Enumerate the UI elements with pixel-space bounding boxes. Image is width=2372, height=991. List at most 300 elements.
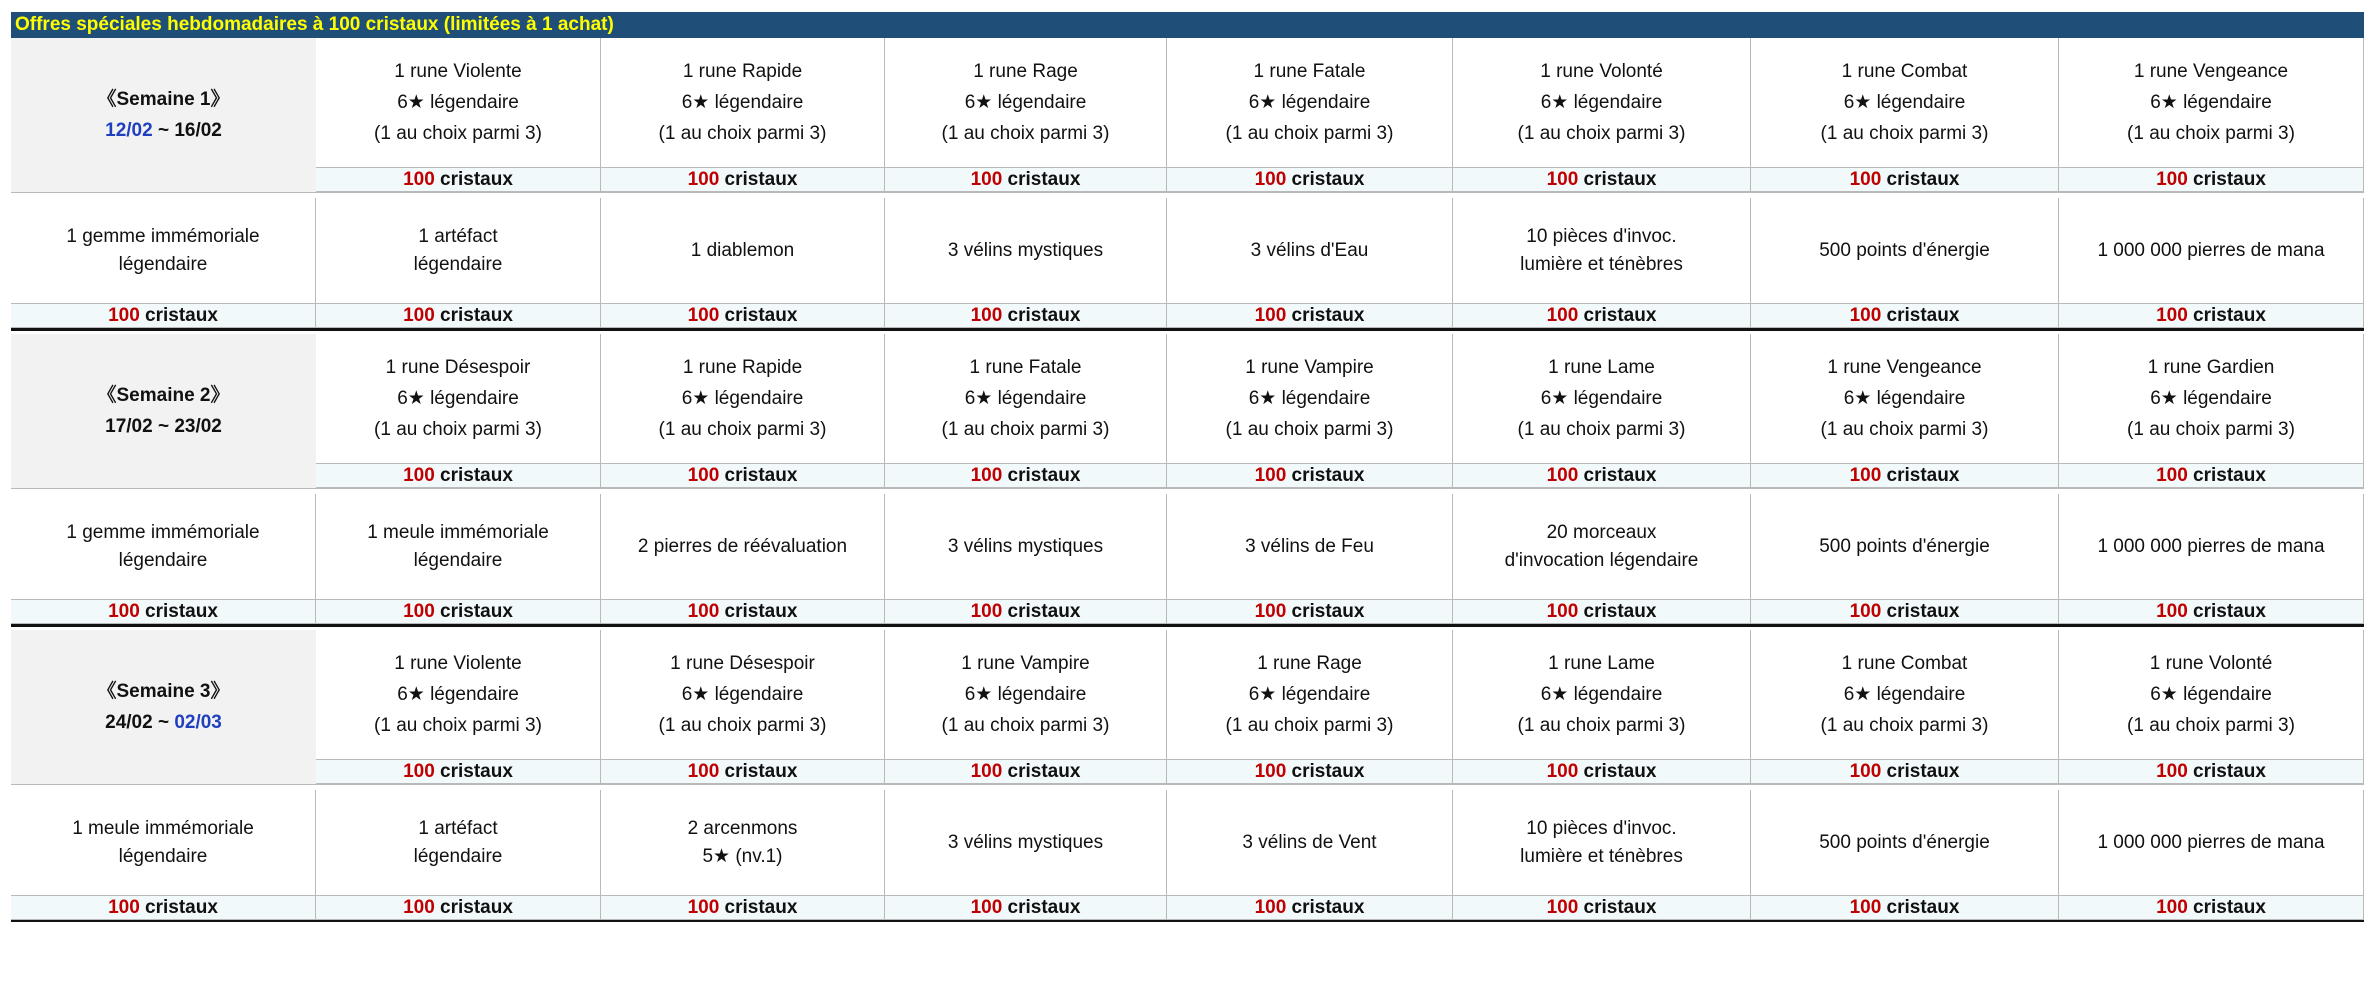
rune-offer-text bbox=[885, 630, 1167, 760]
price-number: 100 bbox=[1254, 464, 1287, 486]
price-label bbox=[2059, 896, 2364, 920]
price-unit: cristaux bbox=[1578, 304, 1657, 326]
item-line: 2 arcenmons bbox=[687, 817, 798, 839]
price-unit: cristaux bbox=[1286, 760, 1365, 782]
rune-offer bbox=[316, 38, 601, 192]
rune-line: 6★ légendaire bbox=[681, 388, 804, 409]
item-line: 10 pièces d'invoc. bbox=[1526, 225, 1677, 247]
rune-line: (1 au choix parmi 3) bbox=[1820, 715, 1989, 736]
rune-offer bbox=[1167, 38, 1453, 192]
item-offer bbox=[2059, 494, 2364, 624]
price-unit: cristaux bbox=[2187, 896, 2266, 918]
price-unit: cristaux bbox=[1881, 760, 1960, 782]
price-label bbox=[885, 464, 1167, 488]
item-offer-text bbox=[601, 494, 885, 600]
price-label bbox=[885, 304, 1167, 328]
price-text bbox=[688, 897, 798, 919]
item-offer bbox=[2059, 790, 2364, 920]
price-unit: cristaux bbox=[139, 896, 218, 918]
price-text bbox=[971, 897, 1081, 919]
item-line: légendaire bbox=[118, 845, 208, 867]
price-label bbox=[1167, 896, 1453, 920]
item-offer bbox=[1453, 198, 1751, 328]
price-label bbox=[11, 896, 316, 920]
item-offer bbox=[11, 790, 316, 920]
item-offer bbox=[1167, 494, 1453, 624]
rune-line: 1 rune Lame bbox=[1548, 653, 1655, 674]
rune-line: 6★ légendaire bbox=[1540, 684, 1663, 705]
item-row bbox=[11, 198, 2364, 328]
price-label bbox=[601, 168, 885, 192]
rune-line: (1 au choix parmi 3) bbox=[1225, 715, 1394, 736]
rune-line: 6★ légendaire bbox=[1843, 684, 1966, 705]
item-offer-text bbox=[1167, 494, 1453, 600]
week-date-end: 16/02 bbox=[174, 120, 222, 141]
price-number: 100 bbox=[108, 304, 140, 326]
rune-line: 6★ légendaire bbox=[1248, 684, 1371, 705]
rune-line: (1 au choix parmi 3) bbox=[1225, 419, 1394, 440]
price-label bbox=[2059, 464, 2364, 488]
item-line: 3 vélins mystiques bbox=[947, 535, 1104, 557]
rune-offer bbox=[1751, 334, 2059, 488]
item-line: légendaire bbox=[413, 549, 503, 571]
price-text bbox=[403, 305, 513, 327]
price-label bbox=[316, 464, 601, 488]
price-number: 100 bbox=[1254, 760, 1287, 782]
rune-line: 1 rune Rapide bbox=[682, 357, 803, 378]
item-offer-text bbox=[1751, 790, 2059, 896]
price-unit: cristaux bbox=[719, 600, 798, 622]
price-unit: cristaux bbox=[1002, 600, 1081, 622]
item-line: 3 vélins mystiques bbox=[947, 239, 1104, 261]
item-offer-text bbox=[885, 198, 1167, 304]
rune-offer bbox=[2059, 630, 2364, 784]
item-line: 20 morceaux bbox=[1546, 521, 1657, 543]
item-line: d'invocation légendaire bbox=[1504, 549, 1699, 571]
week-label-cell bbox=[11, 38, 316, 192]
item-offer bbox=[1751, 790, 2059, 920]
week-date-end: 23/02 bbox=[174, 416, 222, 437]
price-unit: cristaux bbox=[1881, 600, 1960, 622]
rune-line: 6★ légendaire bbox=[964, 92, 1087, 113]
rune-line: (1 au choix parmi 3) bbox=[1820, 123, 1989, 144]
item-line: 1 meule immémoriale bbox=[367, 521, 549, 543]
week-title: 《Semaine 3》 bbox=[97, 681, 230, 702]
rune-offer-text bbox=[1751, 630, 2059, 760]
price-number: 100 bbox=[1849, 760, 1882, 782]
item-offer bbox=[11, 198, 316, 328]
item-line: lumière et ténèbres bbox=[1520, 253, 1683, 275]
price-label bbox=[316, 168, 601, 192]
price-unit: cristaux bbox=[1881, 896, 1960, 918]
price-unit: cristaux bbox=[2187, 304, 2266, 326]
price-label bbox=[1751, 168, 2059, 192]
rune-line: 1 rune Fatale bbox=[1253, 61, 1366, 82]
item-offer-text bbox=[1453, 790, 1751, 896]
price-number: 100 bbox=[403, 760, 435, 782]
price-label bbox=[885, 600, 1167, 624]
rune-line: 6★ légendaire bbox=[2150, 388, 2272, 409]
price-text bbox=[403, 897, 513, 919]
item-line: 1 meule immémoriale bbox=[72, 817, 254, 839]
item-offer bbox=[11, 494, 316, 624]
rune-line: (1 au choix parmi 3) bbox=[1225, 123, 1394, 144]
rune-offer-text bbox=[316, 630, 601, 760]
price-text bbox=[971, 305, 1081, 327]
price-unit: cristaux bbox=[434, 168, 513, 190]
item-offer-text bbox=[601, 198, 885, 304]
price-text bbox=[2156, 465, 2266, 487]
price-text bbox=[1255, 465, 1365, 487]
price-text bbox=[403, 761, 513, 783]
rune-offer bbox=[316, 630, 601, 784]
rune-line: 1 rune Désespoir bbox=[670, 653, 815, 674]
item-offer-text bbox=[1751, 494, 2059, 600]
price-text bbox=[108, 601, 218, 623]
item-offer bbox=[885, 494, 1167, 624]
item-offer bbox=[1453, 790, 1751, 920]
price-unit: cristaux bbox=[719, 760, 798, 782]
item-offer-text bbox=[11, 790, 316, 896]
week-date-start: 17/02 bbox=[105, 416, 153, 437]
week-label-cell bbox=[11, 334, 316, 488]
rune-line: 6★ légendaire bbox=[681, 684, 804, 705]
price-unit: cristaux bbox=[1881, 464, 1960, 486]
item-offer-text bbox=[2059, 198, 2364, 304]
price-label bbox=[316, 600, 601, 624]
price-label bbox=[316, 896, 601, 920]
price-label bbox=[2059, 760, 2364, 784]
price-text bbox=[688, 465, 798, 487]
price-number: 100 bbox=[2156, 304, 2188, 326]
rune-line: (1 au choix parmi 3) bbox=[2127, 419, 2295, 440]
item-line: 1 gemme immémoriale bbox=[66, 521, 260, 543]
price-number: 100 bbox=[403, 304, 435, 326]
item-line: 500 points d'énergie bbox=[1819, 831, 1990, 853]
item-offer-text bbox=[1167, 198, 1453, 304]
item-offer-text bbox=[2059, 790, 2364, 896]
rune-line: (1 au choix parmi 3) bbox=[374, 715, 542, 736]
rune-offer bbox=[1167, 630, 1453, 784]
price-label bbox=[1167, 168, 1453, 192]
week-dates bbox=[105, 411, 222, 442]
rune-line: 6★ légendaire bbox=[1248, 388, 1371, 409]
price-unit: cristaux bbox=[1002, 304, 1081, 326]
price-text bbox=[108, 305, 218, 327]
rune-offer-text bbox=[885, 334, 1167, 464]
price-label bbox=[1453, 168, 1751, 192]
price-text bbox=[971, 169, 1081, 191]
price-text bbox=[1547, 897, 1657, 919]
weeks-container bbox=[11, 38, 2364, 922]
rune-offer bbox=[601, 38, 885, 192]
rune-line: 6★ légendaire bbox=[1248, 92, 1371, 113]
price-number: 100 bbox=[108, 896, 140, 918]
rune-offer-text bbox=[1167, 334, 1453, 464]
rune-line: (1 au choix parmi 3) bbox=[941, 123, 1110, 144]
rune-offer-text bbox=[316, 38, 601, 168]
week-title: 《Semaine 2》 bbox=[97, 385, 230, 406]
rune-line: (1 au choix parmi 3) bbox=[374, 123, 542, 144]
rune-line: 1 rune Rage bbox=[1257, 653, 1362, 674]
price-text bbox=[1547, 305, 1657, 327]
price-text bbox=[1255, 761, 1365, 783]
price-unit: cristaux bbox=[1578, 464, 1657, 486]
price-text bbox=[403, 169, 513, 191]
rune-line: 1 rune Vampire bbox=[1245, 357, 1374, 378]
price-number: 100 bbox=[970, 600, 1003, 622]
rune-line: 1 rune Combat bbox=[1841, 61, 1968, 82]
price-unit: cristaux bbox=[1002, 896, 1081, 918]
price-unit: cristaux bbox=[719, 304, 798, 326]
item-offer bbox=[601, 198, 885, 328]
item-offer-text bbox=[1167, 790, 1453, 896]
price-number: 100 bbox=[1546, 760, 1579, 782]
price-number: 100 bbox=[2156, 464, 2188, 486]
price-unit: cristaux bbox=[434, 600, 513, 622]
week-block-1 bbox=[11, 38, 2364, 330]
rune-line: 6★ légendaire bbox=[681, 92, 804, 113]
week-date-separator: ~ bbox=[152, 120, 175, 141]
price-number: 100 bbox=[403, 896, 435, 918]
rune-offer-text bbox=[316, 334, 601, 464]
price-text bbox=[688, 305, 798, 327]
week-date-start: 24/02 bbox=[105, 712, 153, 733]
week-label-cell bbox=[11, 630, 316, 784]
rune-offer bbox=[2059, 334, 2364, 488]
rune-offer-text bbox=[1453, 334, 1751, 464]
item-offer bbox=[885, 790, 1167, 920]
rune-offer-text bbox=[1453, 630, 1751, 760]
offers-table bbox=[11, 12, 2364, 922]
item-line: 1 gemme immémoriale bbox=[66, 225, 260, 247]
rune-line: 1 rune Vengeance bbox=[2133, 61, 2289, 82]
rune-line: 1 rune Combat bbox=[1841, 653, 1968, 674]
price-unit: cristaux bbox=[2187, 168, 2266, 190]
price-text bbox=[688, 601, 798, 623]
item-offer-text bbox=[316, 198, 601, 304]
price-text bbox=[2156, 305, 2266, 327]
rune-line: 1 rune Rapide bbox=[682, 61, 803, 82]
item-offer bbox=[1751, 494, 2059, 624]
rune-offer-text bbox=[2059, 630, 2364, 760]
item-line: légendaire bbox=[413, 253, 503, 275]
price-label bbox=[1167, 600, 1453, 624]
rune-line: 1 rune Violente bbox=[394, 653, 522, 674]
price-text bbox=[1547, 601, 1657, 623]
rune-line: 1 rune Volonté bbox=[1540, 61, 1663, 82]
item-offer-text bbox=[316, 790, 601, 896]
price-label bbox=[1167, 760, 1453, 784]
item-line: 500 points d'énergie bbox=[1819, 239, 1990, 261]
price-text bbox=[2156, 169, 2266, 191]
price-unit: cristaux bbox=[1578, 600, 1657, 622]
price-number: 100 bbox=[687, 304, 720, 326]
item-offer-text bbox=[1453, 494, 1751, 600]
price-unit: cristaux bbox=[1002, 464, 1081, 486]
item-line: 1 artéfact bbox=[418, 225, 498, 247]
price-number: 100 bbox=[687, 168, 720, 190]
rune-offer bbox=[1453, 630, 1751, 784]
rune-line: 6★ légendaire bbox=[1540, 388, 1663, 409]
item-offer bbox=[316, 790, 601, 920]
rune-line: 1 rune Vengeance bbox=[1827, 357, 1982, 378]
item-offer-text bbox=[316, 494, 601, 600]
price-unit: cristaux bbox=[434, 464, 513, 486]
price-unit: cristaux bbox=[1286, 168, 1365, 190]
item-row bbox=[11, 790, 2364, 920]
rune-line: (1 au choix parmi 3) bbox=[1517, 419, 1686, 440]
rune-offer bbox=[1751, 630, 2059, 784]
price-unit: cristaux bbox=[434, 760, 513, 782]
price-number: 100 bbox=[1254, 304, 1287, 326]
item-line: 10 pièces d'invoc. bbox=[1526, 817, 1677, 839]
rune-offer-text bbox=[1751, 334, 2059, 464]
item-offer-text bbox=[885, 494, 1167, 600]
item-line: lumière et ténèbres bbox=[1520, 845, 1683, 867]
price-number: 100 bbox=[2156, 896, 2188, 918]
rune-offer-text bbox=[2059, 38, 2364, 168]
week-date-separator: ~ bbox=[152, 712, 175, 733]
price-unit: cristaux bbox=[719, 896, 798, 918]
rune-offer bbox=[601, 630, 885, 784]
item-line: 1 diablemon bbox=[690, 239, 795, 261]
price-unit: cristaux bbox=[2187, 760, 2266, 782]
price-unit: cristaux bbox=[1002, 168, 1081, 190]
rune-line: (1 au choix parmi 3) bbox=[1517, 715, 1686, 736]
price-unit: cristaux bbox=[139, 304, 218, 326]
price-unit: cristaux bbox=[1578, 760, 1657, 782]
rune-offer-text bbox=[2059, 334, 2364, 464]
price-number: 100 bbox=[108, 600, 140, 622]
price-number: 100 bbox=[970, 464, 1003, 486]
rune-line: (1 au choix parmi 3) bbox=[2127, 123, 2295, 144]
rune-row bbox=[11, 334, 2364, 488]
price-label bbox=[601, 304, 885, 328]
rune-line: 6★ légendaire bbox=[2150, 684, 2272, 705]
price-label bbox=[316, 760, 601, 784]
rune-line: 6★ légendaire bbox=[964, 684, 1087, 705]
price-number: 100 bbox=[1254, 600, 1287, 622]
week-date-end: 02/03 bbox=[174, 712, 222, 733]
price-number: 100 bbox=[1254, 168, 1287, 190]
price-text bbox=[1850, 465, 1960, 487]
price-number: 100 bbox=[970, 760, 1003, 782]
rune-offer-text bbox=[1167, 38, 1453, 168]
rune-offer-text bbox=[1751, 38, 2059, 168]
price-text bbox=[2156, 897, 2266, 919]
rune-line: 1 rune Rage bbox=[973, 61, 1078, 82]
item-offer bbox=[1453, 494, 1751, 624]
price-unit: cristaux bbox=[1286, 600, 1365, 622]
price-label bbox=[1751, 600, 2059, 624]
item-row bbox=[11, 494, 2364, 624]
price-text bbox=[971, 465, 1081, 487]
item-offer-text bbox=[2059, 494, 2364, 600]
item-offer-text bbox=[601, 790, 885, 896]
rune-offer bbox=[1751, 38, 2059, 192]
price-number: 100 bbox=[1849, 600, 1882, 622]
rune-line: (1 au choix parmi 3) bbox=[1820, 419, 1989, 440]
price-number: 100 bbox=[1254, 896, 1287, 918]
price-number: 100 bbox=[970, 168, 1003, 190]
rune-offer bbox=[316, 334, 601, 488]
price-unit: cristaux bbox=[434, 304, 513, 326]
price-label bbox=[601, 600, 885, 624]
price-number: 100 bbox=[970, 304, 1003, 326]
rune-line: 6★ légendaire bbox=[397, 388, 519, 409]
item-offer bbox=[601, 790, 885, 920]
item-line: légendaire bbox=[413, 845, 503, 867]
rune-offer bbox=[1453, 38, 1751, 192]
price-label bbox=[316, 304, 601, 328]
price-number: 100 bbox=[2156, 760, 2188, 782]
price-text bbox=[1255, 897, 1365, 919]
price-label bbox=[1751, 464, 2059, 488]
price-unit: cristaux bbox=[139, 600, 218, 622]
rune-line: 6★ légendaire bbox=[397, 92, 519, 113]
price-number: 100 bbox=[1546, 168, 1579, 190]
rune-line: 6★ légendaire bbox=[2150, 92, 2272, 113]
item-line: 3 vélins d'Eau bbox=[1250, 239, 1369, 261]
rune-line: 6★ légendaire bbox=[397, 684, 519, 705]
price-label bbox=[601, 464, 885, 488]
price-text bbox=[1547, 761, 1657, 783]
price-text bbox=[1850, 761, 1960, 783]
price-unit: cristaux bbox=[1286, 464, 1365, 486]
rune-row bbox=[11, 630, 2364, 784]
rune-line: 6★ légendaire bbox=[1540, 92, 1663, 113]
price-text bbox=[1255, 305, 1365, 327]
price-text bbox=[688, 169, 798, 191]
price-label bbox=[1453, 464, 1751, 488]
item-offer bbox=[2059, 198, 2364, 328]
price-number: 100 bbox=[2156, 600, 2188, 622]
price-label bbox=[1453, 760, 1751, 784]
week-dates bbox=[105, 707, 222, 738]
item-offer-text bbox=[885, 790, 1167, 896]
price-text bbox=[1547, 169, 1657, 191]
price-unit: cristaux bbox=[719, 168, 798, 190]
rune-row bbox=[11, 38, 2364, 192]
price-label bbox=[1453, 600, 1751, 624]
price-text bbox=[971, 761, 1081, 783]
price-number: 100 bbox=[403, 600, 435, 622]
price-label bbox=[885, 760, 1167, 784]
price-label bbox=[1167, 464, 1453, 488]
item-offer bbox=[1167, 198, 1453, 328]
price-label bbox=[2059, 600, 2364, 624]
item-line: 3 vélins mystiques bbox=[947, 831, 1104, 853]
price-number: 100 bbox=[2156, 168, 2188, 190]
price-label bbox=[885, 896, 1167, 920]
price-number: 100 bbox=[403, 168, 435, 190]
rune-line: (1 au choix parmi 3) bbox=[2127, 715, 2295, 736]
rune-offer bbox=[885, 38, 1167, 192]
price-unit: cristaux bbox=[1881, 168, 1960, 190]
price-text bbox=[1850, 601, 1960, 623]
rune-offer bbox=[885, 334, 1167, 488]
item-offer-text bbox=[11, 198, 316, 304]
rune-offer-text bbox=[601, 334, 885, 464]
item-offer bbox=[1751, 198, 2059, 328]
week-block-2 bbox=[11, 330, 2364, 626]
price-label bbox=[885, 168, 1167, 192]
rune-offer bbox=[601, 334, 885, 488]
price-text bbox=[403, 465, 513, 487]
price-unit: cristaux bbox=[1578, 896, 1657, 918]
price-text bbox=[1850, 897, 1960, 919]
